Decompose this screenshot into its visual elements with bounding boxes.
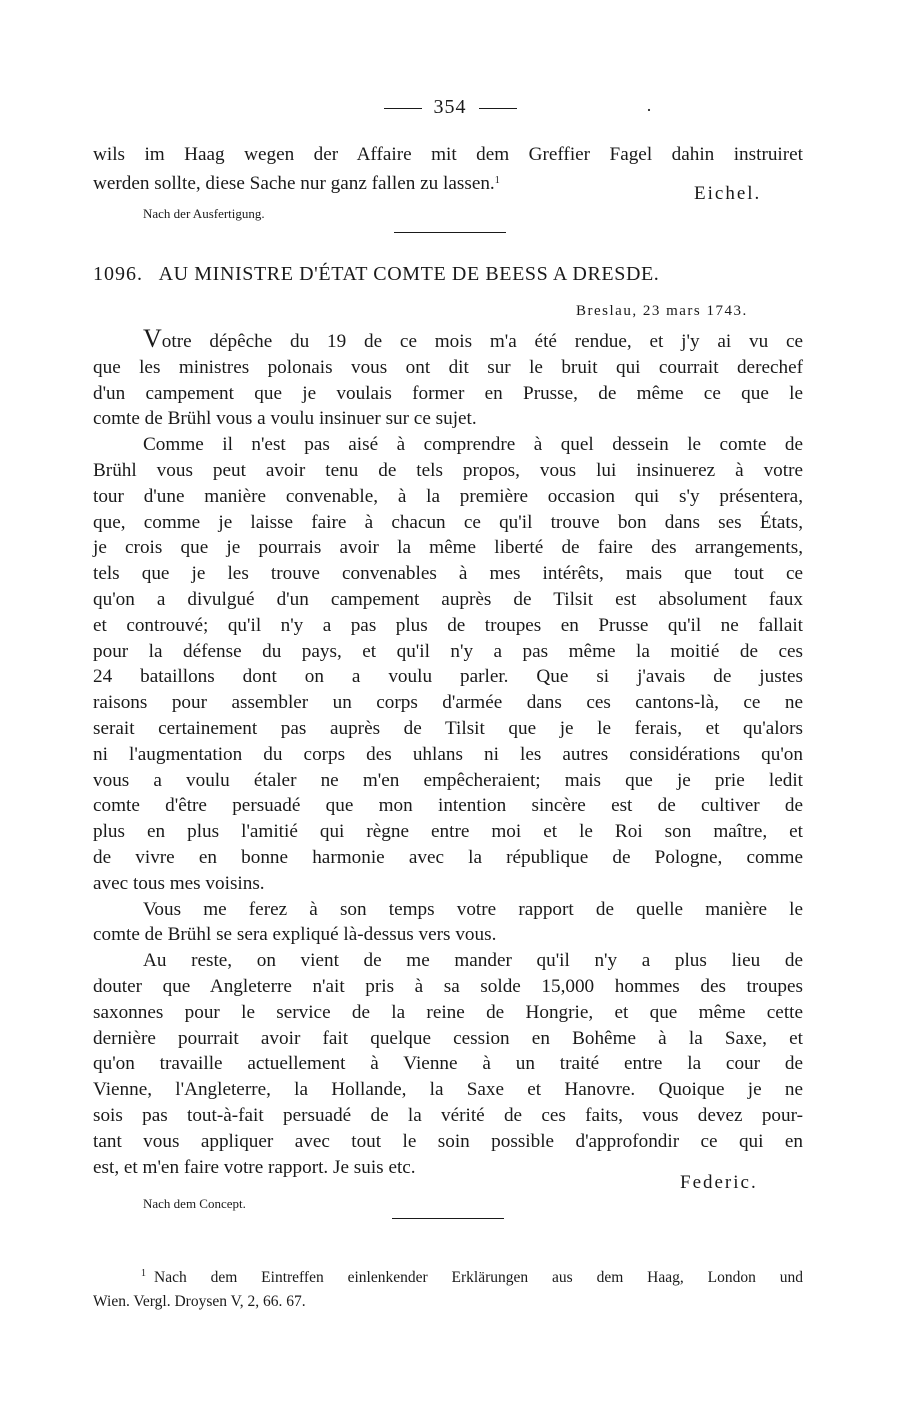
letter-heading (93, 263, 803, 286)
text-line: avec tous mes voisins. (93, 872, 265, 894)
text-line: comte de Brühl vous a voulu insinuer sur ce sujet. (93, 408, 477, 430)
footnote-mark: 1 (141, 1268, 146, 1279)
page-number (0, 96, 900, 119)
text-line: comte de Brühl se sera expliqué là-dessus vers vous. (93, 924, 497, 946)
text-line: vous a voulu étaler ne m'en empêcheraient; mais que je prie ledit (93, 769, 803, 791)
text-line: je crois que je pourrais avoir la même liberté de faire des arrangements, (93, 537, 803, 559)
section-divider (394, 232, 506, 233)
text-line: tels que je les trouve convenables à mes intérêts, mais que tout ce (93, 563, 803, 585)
text-line: raisons pour assembler un corps d'armée dans ces cantons-là, ce ne (93, 692, 803, 714)
footnote-mark: 1 (494, 174, 500, 186)
footnote-line: Wien. Vergl. Droysen V, 2, 66. 67. (93, 1293, 306, 1310)
paragraph (93, 948, 803, 1180)
page-number-text: 354 (433, 96, 467, 118)
letter-body (93, 326, 803, 1180)
text-line: Votre dépêche du 19 de ce mois m'a été rendue, et j'y ai vu ce (143, 324, 803, 353)
section-divider (392, 1218, 504, 1219)
page-number-dash-right (479, 108, 517, 109)
footnote (93, 1262, 803, 1314)
text-line: serait certainement pas auprès de Tilsit que je le ferais, et qu'alors (93, 717, 803, 739)
text-line: ni l'augmentation du corps des uhlans ni les autres considérations qu'on (93, 743, 803, 765)
paragraph (93, 897, 803, 949)
text-line: est, et m'en faire votre rapport. Je suis etc. (93, 1156, 416, 1178)
text-line: Vienne, l'Angleterre, la Hollande, la Saxe et Hanovre. Quoique je ne (93, 1079, 803, 1101)
text-line: qu'on travaille actuellement à Vienne à un traité entre la cour de (93, 1053, 803, 1075)
text-line: et controuvé; qu'il n'y a pas plus de troupes en Prusse qu'il ne fallait (93, 614, 803, 636)
source-note-concept: Nach dem Concept. (143, 1196, 246, 1211)
letter-number: 1096. (93, 263, 143, 285)
text-line: que les ministres polonais vous ont dit sur le bruit qui courrait derechef (93, 356, 803, 378)
text-line: d'un campement que je voulais former en Prusse, de même ce que le (93, 382, 803, 404)
dateline: Breslau, 23 mars 1743. (576, 303, 748, 319)
text-line: Vous me ferez à son temps votre rapport de quelle manière le (143, 898, 803, 920)
text-line: saxonnes pour le service de la reine de Hongrie, et que même cette (93, 1001, 803, 1023)
text-line: qu'on a divulgué d'un campement auprès de Tilsit est absolument faux (93, 588, 803, 610)
text-line: werden sollte, diese Sache nur ganz fallen zu lassen.$^1$ (93, 172, 500, 194)
drop-cap: V (143, 324, 162, 353)
text-line: de vivre en bonne harmonie avec la république de Pologne, comme (93, 846, 803, 868)
text-line: comte d'être persuadé que mon intention sincère est de cultiver de (93, 795, 803, 817)
text-line: Au reste, on vient de me mander qu'il n'y a plus lieu de (143, 950, 803, 972)
signature-federic: Federic. (680, 1172, 758, 1193)
text-line: douter que Angleterre n'ait pris à sa solde 15,000 hommes des troupes (93, 975, 803, 997)
text-line: Brühl vous peut avoir tenu de tels propos, vous lui insinuerez à votre (93, 459, 803, 481)
text-line: que, comme je laisse faire à chacun ce qu'il trouve bon dans ses États, (93, 511, 803, 533)
source-note-ausfertigung: Nach der Ausfertigung. (143, 206, 265, 221)
text-line: sois pas tout-à-fait persuadé de la vérité de ces faits, vous devez pour- (93, 1104, 803, 1126)
footnote-line: $^1$ Nach dem Eintreffen einlenkender Erklärungen aus dem Haag, London und (141, 1268, 803, 1286)
paragraph (93, 432, 803, 896)
text-line: 24 bataillons dont on a voulu parler. Que si j'avais de justes (93, 666, 803, 688)
text-line: dernière pourrait avoir fait quelque cession en Bohême à la Saxe, et (93, 1027, 803, 1049)
text-line: pour la défense du pays, et qu'il n'y a pas même la moitié de ces (93, 640, 803, 662)
text-line: tour d'une manière convenable, à la première occasion qui s'y présentera, (93, 485, 803, 507)
text-line: plus en plus l'amitié qui règne entre moi et le Roi son maître, et (93, 821, 803, 843)
text-line: wils im Haag wegen der Affaire mit dem Greffier Fagel dahin instruiret (93, 144, 803, 165)
letter-title: AU MINISTRE D'ÉTAT COMTE DE BEESS A DRESDE. (158, 263, 660, 285)
page-number-dash-left (384, 108, 422, 109)
text-line: Comme il n'est pas aisé à comprendre à quel dessein le comte de (143, 434, 803, 456)
stray-dot: · (646, 100, 652, 120)
text-line: tant vous appliquer avec tout le soin possible d'approfondir ce qui en (93, 1130, 803, 1152)
signature-eichel: Eichel. (694, 183, 762, 204)
paragraph (93, 326, 803, 432)
